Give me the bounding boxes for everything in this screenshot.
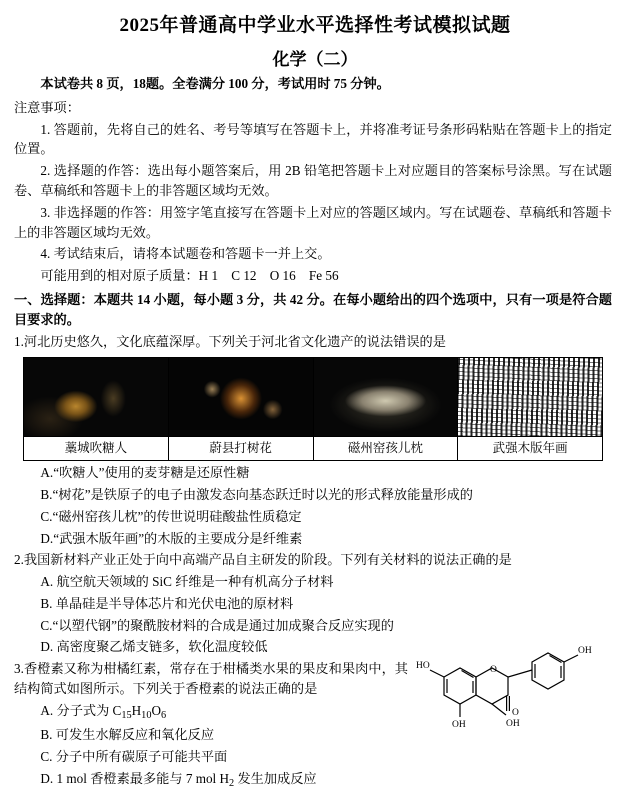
- question-1-option-b: B.“树花”是铁原子的电子由激发态向基态跃迁时以光的形式释放能量形成的: [40, 486, 473, 502]
- page-title: 2025年普通高中学业水平选择性考试模拟试题: [119, 15, 511, 36]
- question-3-option-c: C. 分子中所有碳原子可能共平面: [40, 748, 228, 764]
- question-1-stem: [14, 332, 612, 352]
- question-3-option-d: D. 1 mol 香橙素最多能与 7 mol $H_2$ 发生加成反应: [40, 770, 317, 789]
- question-2-option-d: D. 高密度聚乙烯支链多，软化温度较低: [40, 639, 268, 655]
- label-oh-top-right: OH: [578, 646, 592, 657]
- question-3-number: 3.: [14, 661, 24, 677]
- notice-item-3: 3. 非选择题的作答：用签字笔直接写在答题卡上对应的答题区域内。写在试题卷、草稿纸和答题卡上的非答题区域均无效。: [14, 204, 612, 240]
- notice-item-2: 2. 选择题的作答：选出每小题答案后，用 2B 铅笔把答题卡上对应题目的答案标号涂黑。写在试题卷、草稿纸和答题卡上的非答题区域均无效。: [14, 163, 612, 198]
- figure-caption-4: 武强木版年画: [458, 436, 602, 460]
- question-2-option-c: C.“以塑代钢”的聚酰胺材料的合成是通过加成聚合反应实现的: [40, 617, 394, 633]
- exam-overview: 本试卷共 8 页，18题。全卷满分 100 分，考试用时 75 分钟。: [40, 76, 390, 91]
- exam-page: [0, 12, 630, 788]
- question-2-option-b: B. 单晶硅是半导体芯片和光伏电池的原材料: [40, 595, 294, 611]
- figure-caption-1: 藁城吹糖人: [24, 436, 168, 460]
- label-oh-bottom-left: OH: [452, 720, 466, 731]
- structure-svg: [416, 615, 606, 733]
- photo-woodblock-print: [458, 358, 602, 436]
- notice-item-1: 1. 答题前，先将自己的姓名、考号等填写在答题卡上，并将准考证号条形码粘贴在答题卡上的指定位置。: [14, 121, 612, 157]
- question-3-text: 香橙素又称为柑橘红素，常存在于柑橘类水果的果皮和果肉中，其结构简式如图所示。下列关于香橙素的说法正确的是: [14, 661, 408, 697]
- photo-ceramic-pillow: [314, 358, 458, 436]
- exam-body: [0, 74, 630, 791]
- figure-caption-3: 磁州窑孩儿枕: [314, 436, 458, 460]
- flavanone-structure-diagram: [416, 615, 606, 733]
- question-2-text: 我国新材料产业正处于向中高端产品自主研发的阶段。下列有关材料的说法正确的是: [23, 552, 512, 568]
- figure-cell-4: [458, 358, 602, 460]
- atomic-mass-note: 可能用到的相对原子质量：H 1 C 12 O 16 Fe 56: [40, 268, 339, 284]
- question-2-option-a: A. 航空航天领域的 SiC 纤维是一种有机高分子材料: [40, 574, 334, 590]
- question-1-text: 河北历史悠久，文化底蕴深厚。下列关于河北省文化遗产的说法错误的是: [23, 333, 446, 349]
- question-2-stem: [14, 550, 612, 570]
- label-oh-bottom-middle: OH: [506, 719, 520, 730]
- figure-cell-1: [24, 358, 169, 460]
- question-1-figure-row: [23, 357, 603, 461]
- figure-cell-3: [314, 358, 459, 460]
- question-1-number: 1.: [14, 333, 24, 349]
- label-carbonyl-o: O: [512, 708, 519, 719]
- question-1-option-a: A.“吹糖人”使用的麦芽糖是还原性糖: [40, 465, 250, 481]
- question-1-option-d: D.“武强木版年画”的木版的主要成分是纤维素: [40, 530, 303, 546]
- figure-cell-2: [169, 358, 314, 460]
- photo-sugar-man: [24, 358, 168, 436]
- label-ho-left: HO: [416, 661, 430, 672]
- section-1-heading: 一、选择题：本题共 14 小题，每小题 3 分，共 42 分。在每小题给出的四个选项中，只有一项是符合题目要求的。: [14, 291, 612, 327]
- notice-item-4: 4. 考试结束后，请将本试题卷和答题卡一并上交。: [40, 246, 331, 262]
- label-ring-oxygen: O: [490, 665, 497, 676]
- subject-title: 化学（二）: [272, 49, 358, 69]
- question-3-option-b: B. 可发生水解反应和氧化反应: [40, 727, 215, 743]
- question-3-option-a: A. 分子式为 $C_{15}H_{10}O_6$: [40, 702, 167, 721]
- photo-tree-flower: [169, 358, 313, 436]
- notice-heading: 注意事项：: [14, 99, 80, 115]
- figure-caption-2: 蔚县打树花: [169, 436, 313, 460]
- question-2-number: 2.: [14, 552, 24, 568]
- question-1-option-c: C.“磁州窑孩儿枕”的传世说明硅酸盐性质稳定: [40, 508, 302, 524]
